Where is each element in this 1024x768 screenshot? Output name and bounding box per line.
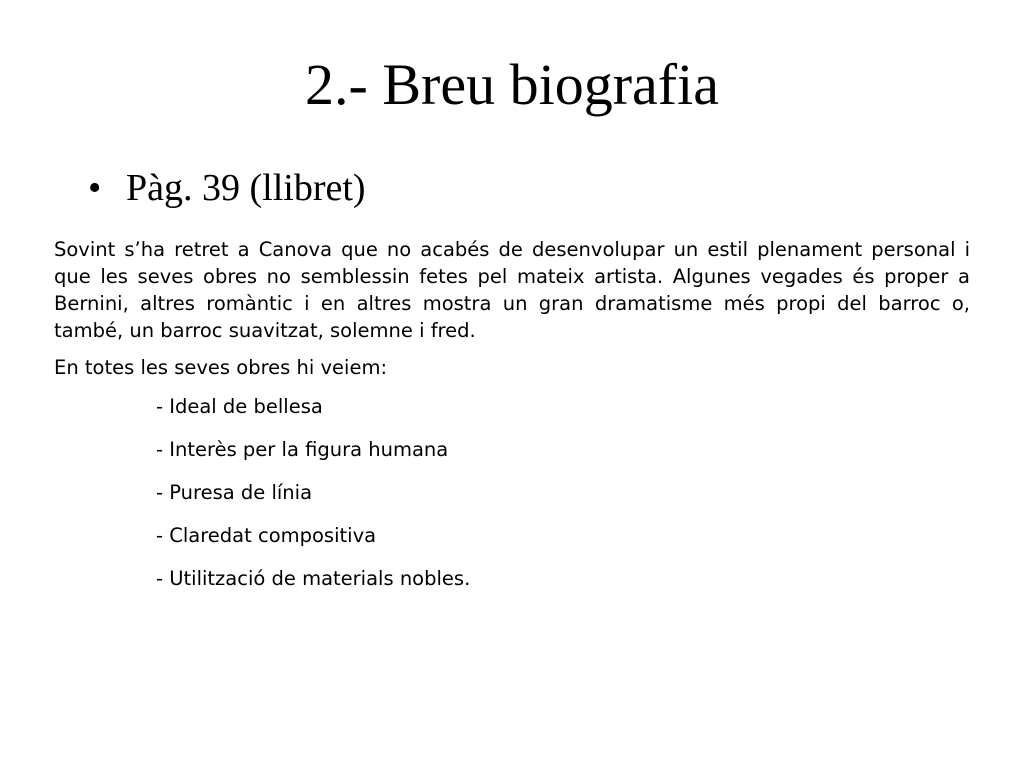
page-reference-text: Pàg. 39 (llibret) — [126, 167, 366, 209]
bullet-dot-icon: • — [88, 167, 102, 209]
feature-item: - Claredat compositiva — [156, 524, 377, 547]
feature-item: - Interès per la figura humana — [156, 438, 449, 461]
body-text — [54, 236, 970, 600]
feature-item: - Puresa de línia — [156, 481, 313, 504]
biography-paragraph: Sovint s’ha retret a Canova que no acabés de desenvolupar un estil plenament personal i que les seves obres no semblessin fetes pel mateix artista. Algunes vegades és proper a Bernini, altres romàntic i en altres mostra un gran dramatisme més propi del barroc o, també, un barroc suavitzat, solemne i fred. — [54, 238, 970, 342]
page-reference-bullet — [88, 164, 366, 212]
features-list — [54, 385, 970, 600]
feature-item: - Ideal de bellesa — [156, 395, 323, 418]
feature-item: - Utilització de materials nobles. — [156, 567, 471, 590]
slide-title: 2.- Breu biografia — [305, 52, 719, 117]
features-lead: En totes les seves obres hi veiem: — [54, 356, 388, 379]
